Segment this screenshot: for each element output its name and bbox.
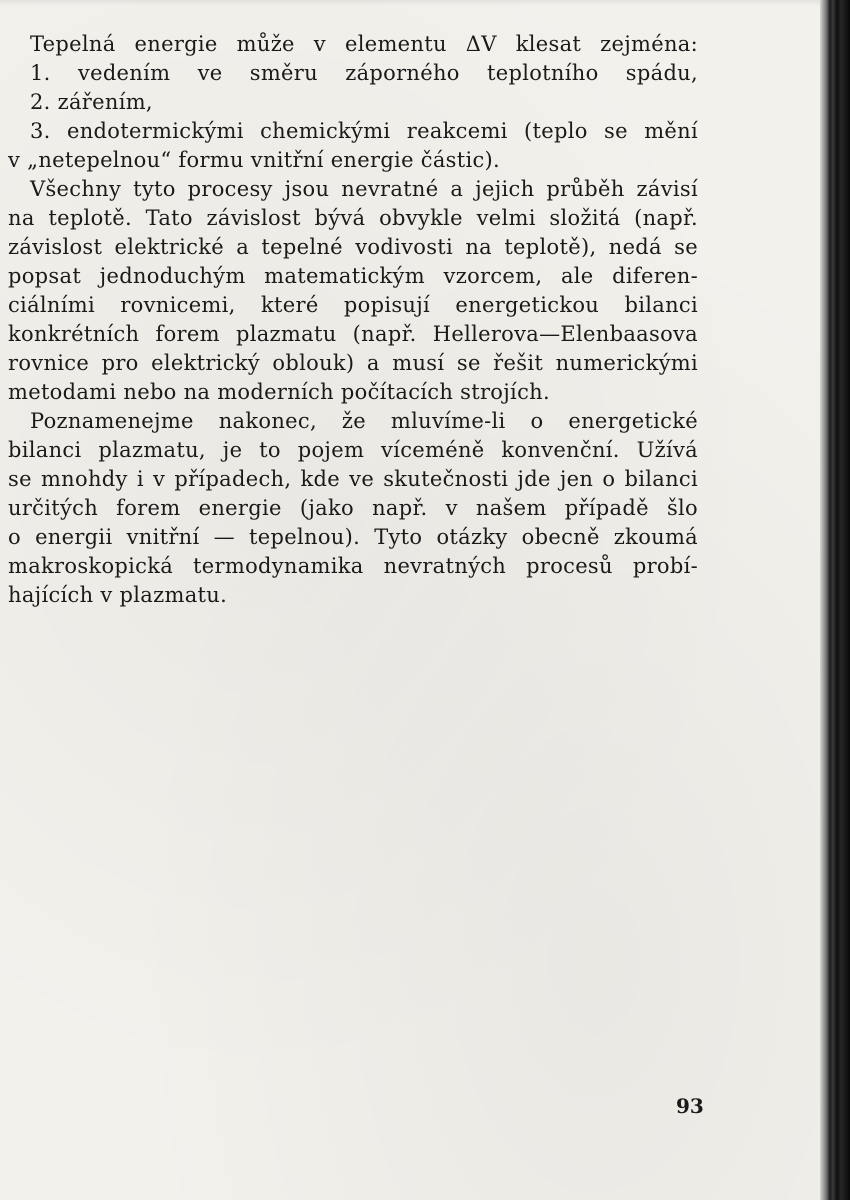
paragraph1-line: ciálními rovnicemi, které popisují energetickou bilanci [8,293,698,317]
paragraph2-line: bilanci plazmatu, je to pojem víceméně konvenční. Užívá [8,438,698,462]
list-item-text: endotermickými chemickými reakcemi (teplo se mění [67,119,698,143]
list-item [8,59,698,88]
paragraph2-line: hajících v plazmatu. [8,583,228,607]
intro-line: Tepelná energie může v elementu ΔV klesat zejména: [30,32,698,56]
paragraph1-line: Všechny tyto procesy jsou nevratné a jejich průběh závisí [30,177,698,201]
list-item-number: 2. [30,90,51,114]
paragraph1-line: konkrétních forem plazmatu (např. Hellerova—Elenbaasova [8,322,698,346]
paragraph1-line: na teplotě. Tato závislost bývá obvykle velmi složitá (např. [8,206,698,230]
paragraph2-line: určitých forem energie (jako např. v našem případě šlo [8,496,698,520]
list-item-number: 1. [30,61,51,85]
paragraph1-line: metodami nebo na moderních počítacích strojích. [8,380,550,404]
page-number: 93 [676,1094,704,1118]
paragraph2-line: se mnohdy i v případech, kde ve skutečnosti jde jen o bilanci [8,467,698,491]
list-item-text: vedením ve směru záporného teplotního spádu, [77,61,698,85]
list-item-number: 3. [30,119,51,143]
paragraph2-line: Poznamenejme nakonec, že mluvíme-li o energetické [30,409,698,433]
list-item [8,117,698,146]
paragraph1-line: rovnice pro elektrický oblouk) a musí se řešit numerickými [8,351,698,375]
book-spine-edge [820,0,850,1200]
page-text [8,30,698,610]
paragraph2-line: makroskopická termodynamika nevratných procesů probí- [8,554,698,578]
list-item [8,88,698,117]
list-item-text: zářením, [57,90,153,114]
page-top-shadow [0,0,850,6]
paragraph2-line: o energii vnitřní — tepelnou). Tyto otázky obecně zkoumá [8,525,698,549]
list-item-continuation: v „netepelnou“ formu vnitřní energie částic). [8,148,501,172]
paragraph1-line: závislost elektrické a tepelné vodivosti na teplotě), nedá se [8,235,698,259]
paragraph1-line: popsat jednoduchým matematickým vzorcem, ale diferen- [8,264,698,288]
